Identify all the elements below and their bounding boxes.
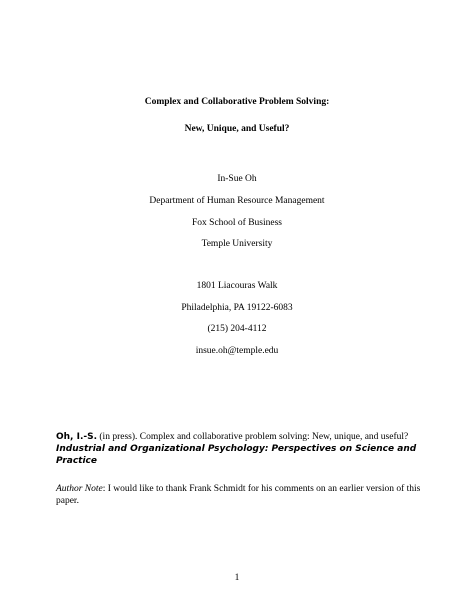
author-university: Temple University: [201, 239, 273, 249]
citation-body: (in press). Complex and collaborative problem solving: New, unique, and useful?: [97, 432, 409, 442]
page-number: 1: [234, 573, 240, 583]
author-note-label: Author Note: [56, 484, 103, 494]
address-city: Philadelphia, PA 19122-6083: [181, 303, 293, 313]
author-department: Department of Human Resource Management: [149, 196, 325, 206]
paper-title-line-1: Complex and Collaborative Problem Solving:: [144, 97, 330, 107]
citation: [56, 431, 426, 467]
contact-email: insue.oh@temple.edu: [195, 346, 279, 356]
citation-author: Oh, I.-S.: [56, 432, 98, 442]
author-name: In-Sue Oh: [217, 174, 257, 184]
author-note: [56, 483, 426, 507]
citation-journal: Industrial and Organizational Psychology: Perspectives on Science and Practice: [56, 444, 417, 466]
contact-phone: (215) 204-4112: [207, 324, 267, 334]
author-school: Fox School of Business: [192, 218, 282, 228]
address-street: 1801 Liacouras Walk: [196, 281, 278, 291]
paper-title-line-2: New, Unique, and Useful?: [184, 124, 290, 134]
author-note-text: : I would like to thank Frank Schmidt for his comments on an earlier version of this paper.: [56, 484, 421, 506]
